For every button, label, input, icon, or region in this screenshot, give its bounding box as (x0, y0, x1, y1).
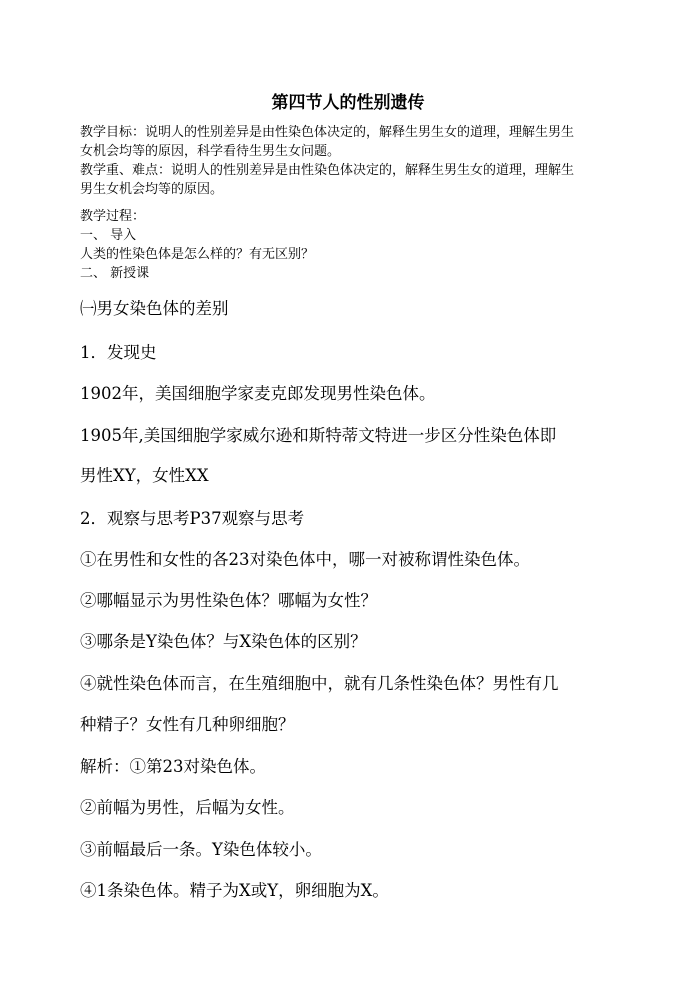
item-heading-2: 2．观察与思考P37观察与思考 (80, 509, 305, 528)
answer-4: ④1条染色体。精子为X或Y，卵细胞为X。 (80, 881, 389, 900)
history-paragraph-2-line-1: 1905年,美国细胞学家威尔逊和斯特蒂文特进一步区分性染色体即 (80, 426, 557, 445)
objective-line-2: 女机会均等的原因，科学看待生男生女问题。 (80, 144, 341, 159)
question-1: ①在男性和女性的各23对染色体中，哪一对被称谓性染色体。 (80, 550, 530, 569)
answer-1: 解析：①第23对染色体。 (80, 757, 266, 776)
intro-question: 人类的性染色体是怎么样的？有无区别？ (80, 247, 315, 262)
history-paragraph-2-line-2: 男性XY，女性XX (80, 466, 209, 485)
keypoint-line-1: 教学重、难点：说明人的性别差异是由性染色体决定的，解释生男生女的道理，理解生 (80, 163, 575, 178)
section-heading-1: 一、 导入 (80, 228, 137, 243)
keypoint-line-2: 男生女机会均等的原因。 (80, 182, 224, 197)
question-2: ②哪幅显示为男性染色体？哪幅为女性？ (80, 591, 377, 610)
objective-line-1: 教学目标：说明人的性别差异是由性染色体决定的，解释生男生女的道理，理解生男生 (80, 125, 575, 140)
answer-3: ③前幅最后一条。Y染色体较小。 (80, 840, 322, 859)
question-4-line-2: 种精子？女性有几种卵细胞？ (80, 715, 295, 734)
answer-2: ②前幅为男性，后幅为女性。 (80, 798, 295, 817)
item-heading-1: 1．发现史 (80, 343, 157, 362)
section-heading-2: 二、 新授课 (80, 266, 150, 281)
page-title: 第四节人的性别遗传 (271, 93, 425, 113)
question-4-line-1: ④就性染色体而言，在生殖细胞中，就有几条性染色体？男性有几 (80, 674, 559, 693)
history-paragraph-1: 1902年，美国细胞学家麦克郎发现男性染色体。 (80, 384, 436, 403)
question-3: ③哪条是Y染色体？与X染色体的区别？ (80, 632, 367, 651)
process-label: 教学过程： (80, 209, 146, 224)
subsection-heading: ㈠男女染色体的差别 (80, 299, 229, 318)
